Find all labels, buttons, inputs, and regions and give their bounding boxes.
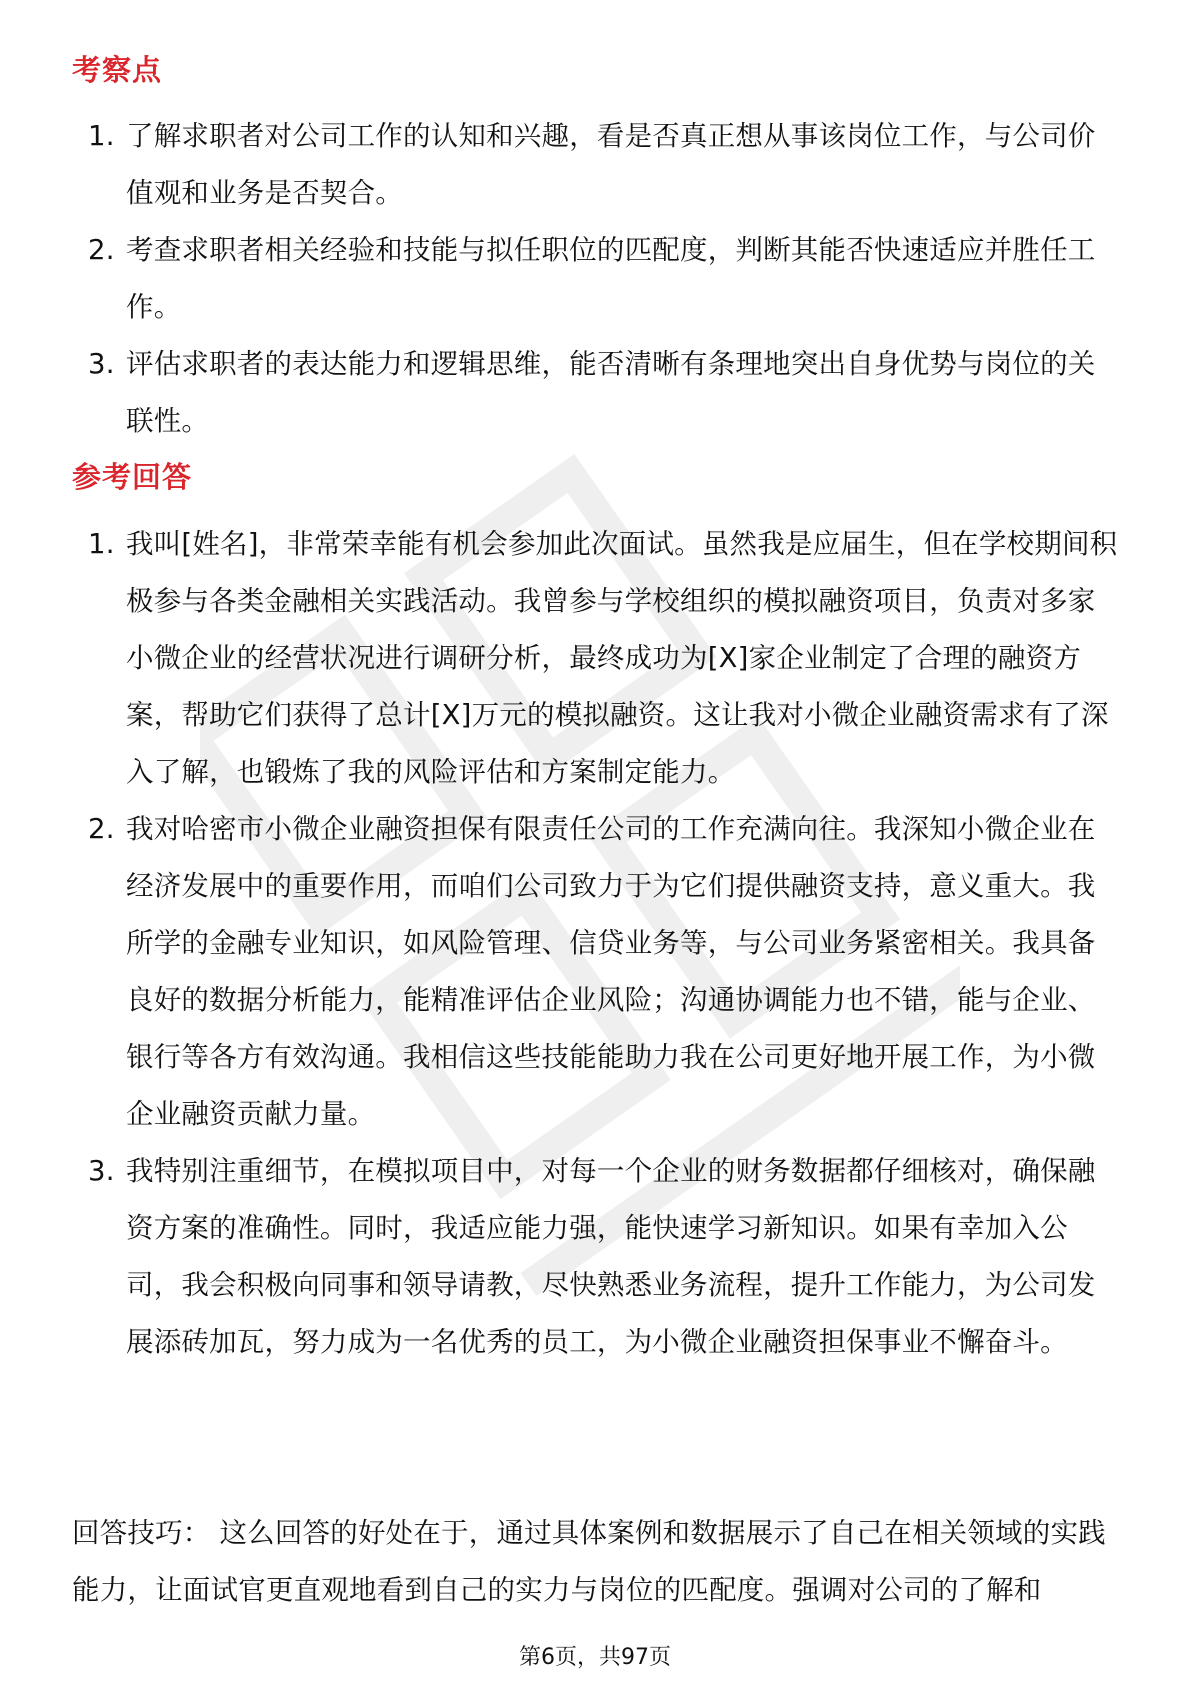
list-item-text: 我对哈密市小微企业融资担保有限责任公司的工作充满向往。我深知小微企业在经济发展中的重要作用，而咱们公司致力于为它们提供融资支持，意义重大。我所学的金融专业知识，如风险管理、信贷业务等，与公司业务紧密相关。我具备良好的数据分析能力，能精准评估企业风险；沟通协调能力也不错，能与企业、银行等各方有效沟通。我相信这些技能能助力我在公司更好地开展工作，为小微企业融资贡献力量。 [126,813,1096,1130]
list-item-number: 3. [88,1155,115,1187]
list-item [72,1143,1122,1371]
list-item [72,516,1122,801]
list-item-number: 2. [88,234,115,266]
list-item [72,801,1122,1143]
list-item-number: 1. [88,120,115,152]
answer-tips-paragraph: 回答技巧： 这么回答的好处在于，通过具体案例和数据展示了自己在相关领域的实践能力，让面试官更直观地看到自己的实力与岗位的匹配度。强调对公司的了解和 [72,1517,1106,1606]
page-number: 第6页，共97页 [519,1645,671,1670]
list-item [72,222,1122,336]
list-item-number: 1. [88,528,115,560]
list-item-text: 考查求职者相关经验和技能与拟任职位的匹配度，判断其能否快速适应并胜任工作。 [126,234,1096,323]
list-item-number: 2. [88,813,115,845]
section-title-answer: 参考回答 [72,460,193,494]
list-item-text: 了解求职者对公司工作的认知和兴趣，看是否真正想从事该岗位工作，与公司价值观和业务是否契合。 [126,120,1096,209]
section-title-examine: 考察点 [72,53,163,87]
list-item [72,336,1122,450]
examine-list [72,108,1122,450]
list-item-text: 我特别注重细节，在模拟项目中，对每一个企业的财务数据都仔细核对，确保融资方案的准确性。同时，我适应能力强，能快速学习新知识。如果有幸加入公司，我会积极向同事和领导请教，尽快熟悉业务流程，提升工作能力，为公司发展添砖加瓦，努力成为一名优秀的员工，为小微企业融资担保事业不懈奋斗。 [126,1155,1096,1358]
list-item-text: 评估求职者的表达能力和逻辑思维，能否清晰有条理地突出自身优势与岗位的关联性。 [126,348,1096,437]
list-item-text: 我叫[姓名]，非常荣幸能有机会参加此次面试。虽然我是应届生，但在学校期间积极参与各类金融相关实践活动。我曾参与学校组织的模拟融资项目，负责对多家小微企业的经营状况进行调研分析，最终成功为[X]家企业制定了合理的融资方案，帮助它们获得了总计[X]万元的模拟融资。这让我对小微企业融资需求有了深入了解，也锻炼了我的风险评估和方案制定能力。 [126,528,1118,788]
answer-list [72,516,1122,1371]
list-item [72,108,1122,222]
list-item-number: 3. [88,348,115,380]
